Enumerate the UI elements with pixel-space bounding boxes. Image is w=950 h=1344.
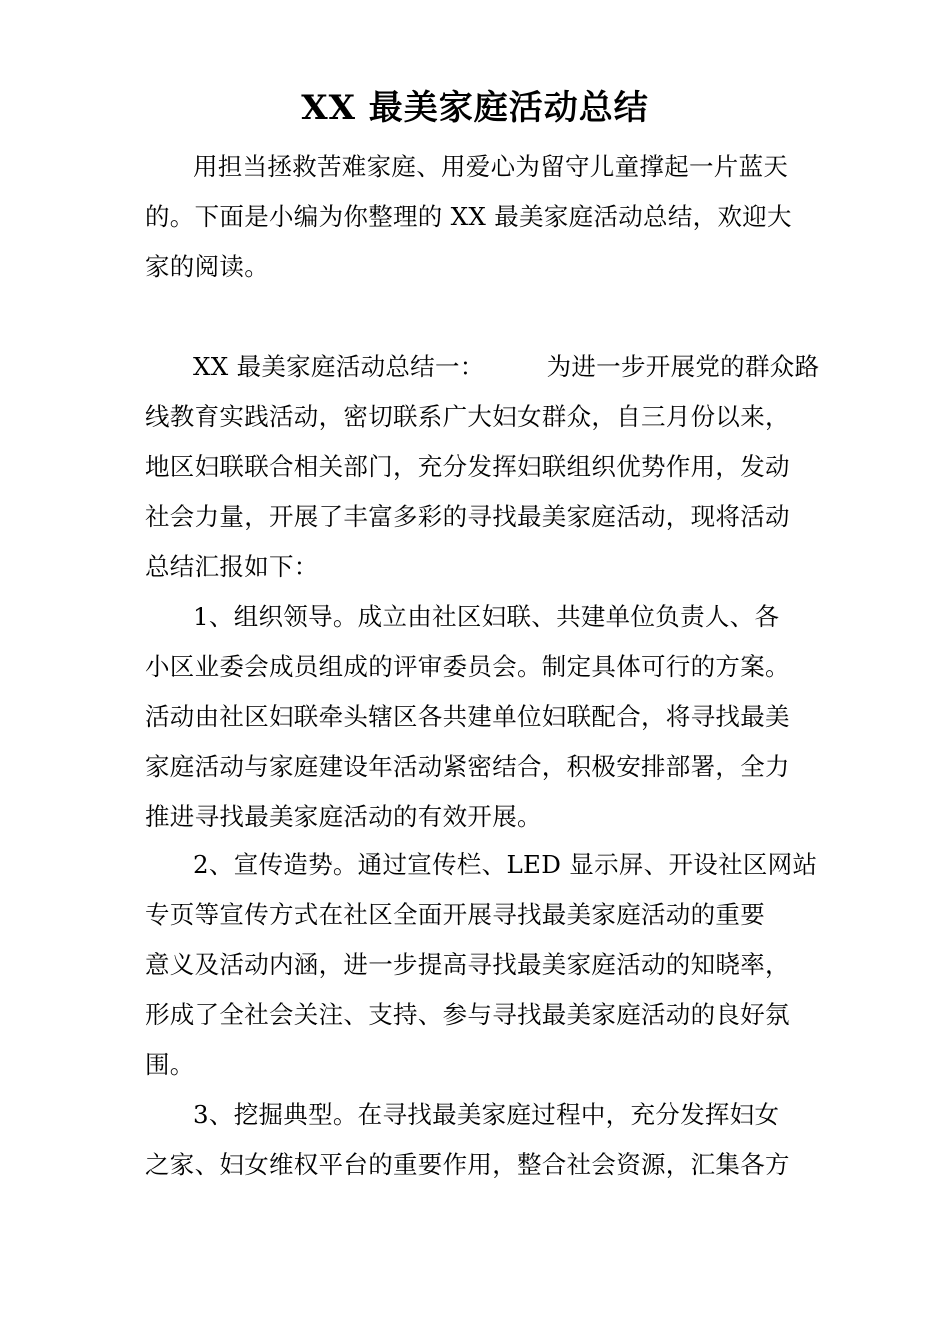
section-heading-line (193, 350, 819, 384)
text-line: 家庭活动与家庭建设年活动紧密结合，积极安排部署，全力 (145, 752, 790, 781)
text-line-continuation: 为进一步开展党的群众路 (546, 352, 820, 381)
text-line: 2、宣传造势。通过宣传栏、LED 显示屏、开设社区网站 (193, 850, 818, 879)
text-line: 线教育实践活动，密切联系广大妇女群众，自三月份以来， (145, 402, 790, 431)
text-line: 推进寻找最美家庭活动的有效开展。 (145, 802, 542, 831)
text-line: 活动由社区妇联牵头辖区各共建单位妇联配合，将寻找最美 (145, 702, 790, 731)
section-heading: XX 最美家庭活动总结一： (193, 352, 485, 381)
text-line: 之家、妇女维权平台的重要作用，整合社会资源，汇集各方 (145, 1150, 790, 1179)
text-line: 形成了全社会关注、支持、参与寻找最美家庭活动的良好氛 (145, 1000, 790, 1029)
text-line: 地区妇联联合相关部门，充分发挥妇联组织优势作用，发动 (145, 452, 790, 481)
text-line: 的。下面是小编为你整理的 XX 最美家庭活动总结，欢迎大 (145, 202, 792, 231)
text-line: 家的阅读。 (145, 252, 269, 281)
document-title: XX 最美家庭活动总结 (301, 88, 649, 128)
text-line: 总结汇报如下： (145, 552, 319, 581)
text-line: 社会力量，开展了丰富多彩的寻找最美家庭活动，现将活动 (145, 502, 790, 531)
text-line: 用担当拯救苦难家庭、用爱心为留守儿童撑起一片蓝天 (193, 152, 789, 181)
text-line: 围。 (145, 1050, 195, 1079)
text-line: 1、组织领导。成立由社区妇联、共建单位负责人、各 (193, 602, 780, 631)
text-line: 意义及活动内涵，进一步提高寻找最美家庭活动的知晓率， (145, 950, 790, 979)
text-line: 小区业委会成员组成的评审委员会。制定具体可行的方案。 (145, 652, 790, 681)
text-line: 3、挖掘典型。在寻找最美家庭过程中，充分发挥妇女 (193, 1100, 780, 1129)
text-line: 专页等宣传方式在社区全面开展寻找最美家庭活动的重要 (145, 900, 765, 929)
